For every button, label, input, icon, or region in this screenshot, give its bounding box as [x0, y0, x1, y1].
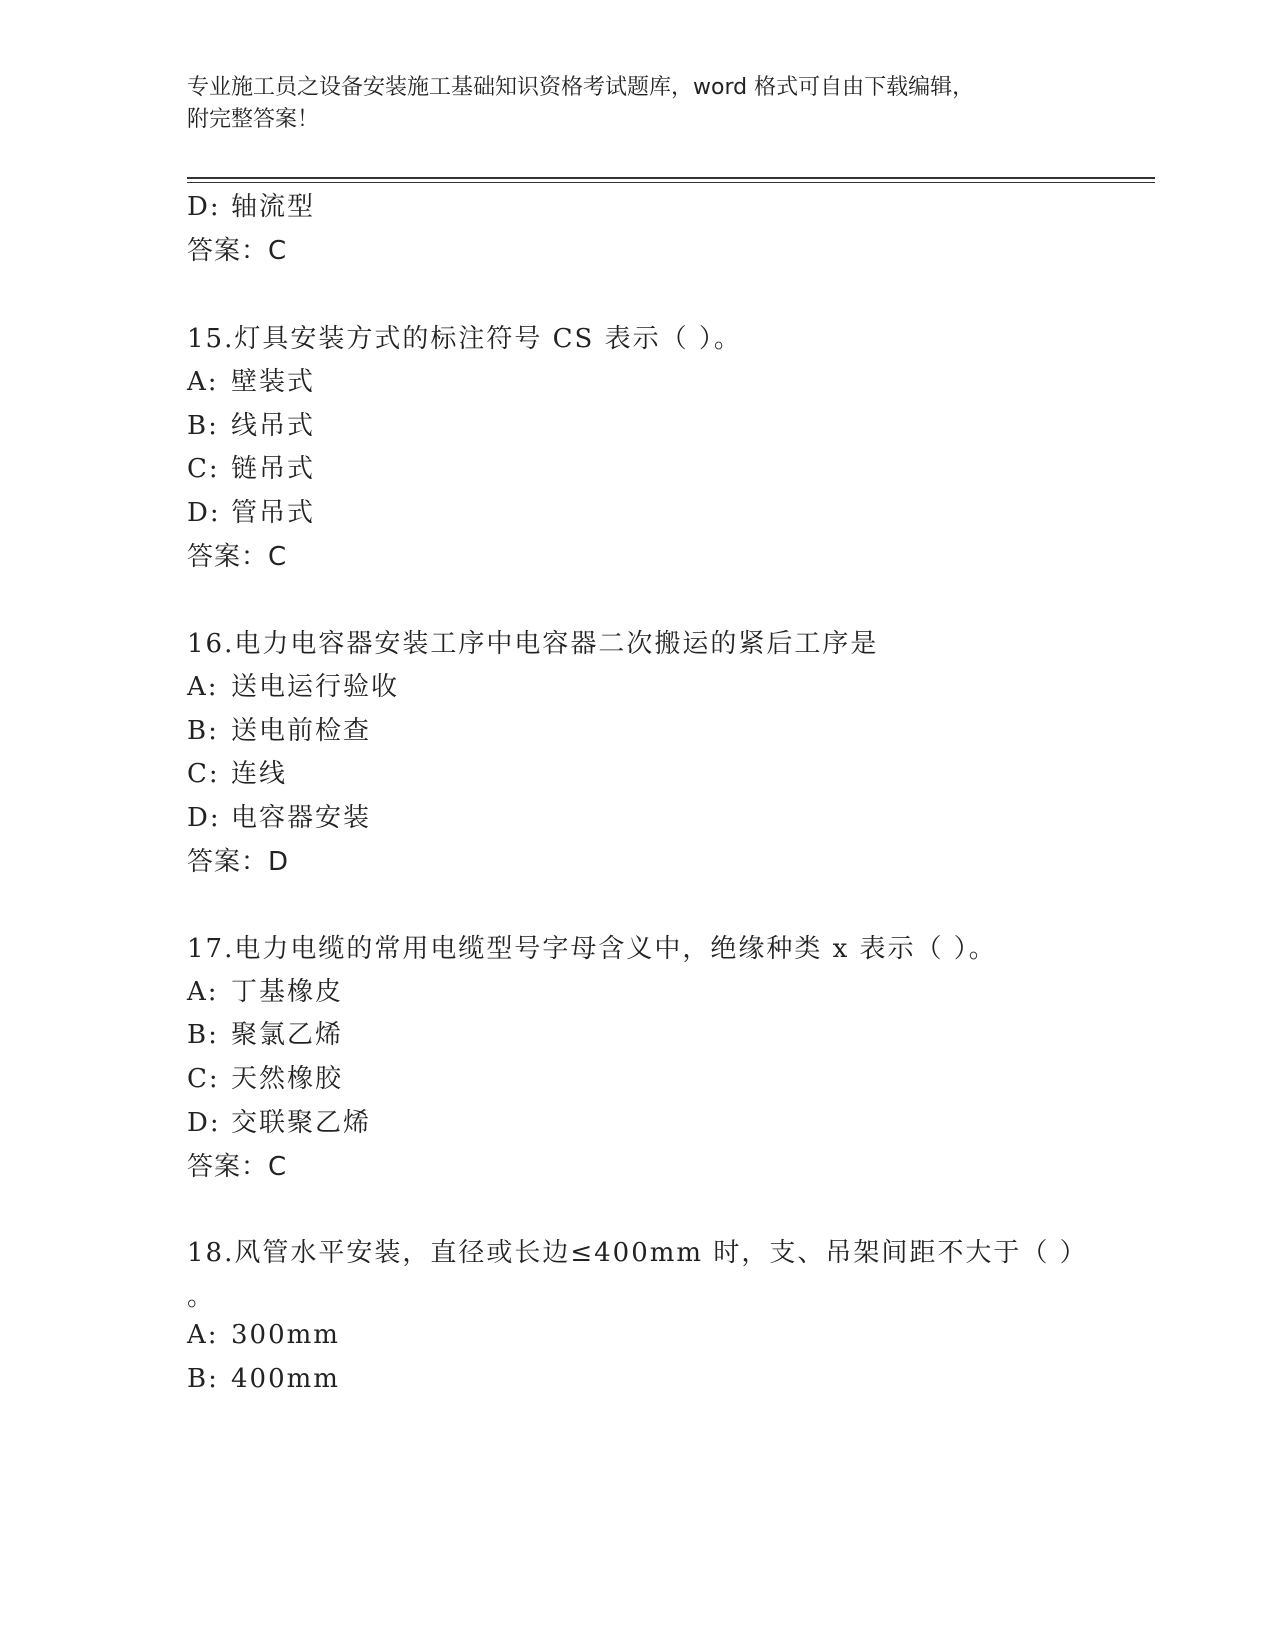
option-text: 连线: [231, 759, 288, 789]
q17-stem: 17.电力电缆的常用电缆型号字母含义中，绝缘种类 x 表示（ ）。: [187, 934, 997, 964]
option-text: 丁基橡皮: [231, 977, 344, 1007]
option-key: B:: [187, 716, 219, 746]
option-text: 交联聚乙烯: [231, 1108, 372, 1138]
option-key: C:: [187, 454, 220, 484]
option-text: 链吊式: [231, 454, 316, 484]
header-divider: [187, 177, 1155, 183]
option-key: D:: [187, 192, 221, 222]
option-key: C:: [187, 1064, 220, 1094]
q16-option-b: [187, 710, 371, 747]
q17-answer: 答案：C: [187, 1152, 288, 1182]
option-text: 壁装式: [231, 367, 316, 397]
option-text: 300mm: [231, 1320, 340, 1350]
option-text: 400mm: [231, 1364, 340, 1394]
option-key: D:: [187, 498, 221, 528]
q15-answer: 答案：C: [187, 542, 288, 572]
q16-option-a: [187, 666, 399, 703]
q18-stem-line-1: 18.风管水平安装，直径或长边≤400mm 时，支、吊架间距不大于（ ）: [187, 1238, 1088, 1268]
option-key: C:: [187, 759, 220, 789]
option-text: 聚氯乙烯: [231, 1020, 344, 1050]
option-text: 电容器安装: [231, 803, 372, 833]
q15-option-c: [187, 448, 315, 485]
q16-option-c: [187, 753, 287, 790]
document-header: [187, 72, 1087, 136]
prev-answer: 答案：C: [187, 236, 288, 266]
option-text: 线吊式: [231, 411, 316, 441]
option-text: 轴流型: [231, 192, 316, 222]
option-key: A:: [187, 977, 219, 1007]
q16-option-d: [187, 797, 371, 834]
option-text: 管吊式: [231, 498, 316, 528]
option-text: 送电运行验收: [231, 672, 400, 702]
option-key: A:: [187, 1320, 219, 1350]
option-key: D:: [187, 1108, 221, 1138]
option-key: B:: [187, 1364, 219, 1394]
option-key: B:: [187, 411, 219, 441]
option-key: A:: [187, 367, 219, 397]
q18-stem-line-2: 。: [187, 1282, 216, 1312]
q17-option-b: [187, 1014, 343, 1051]
q15-option-b: [187, 405, 315, 442]
q16-stem: 16.电力电容器安装工序中电容器二次搬运的紧后工序是: [187, 629, 879, 659]
q17-option-c: [187, 1058, 343, 1095]
q17-option-a: [187, 971, 343, 1008]
header-line-2: 附完整答案！: [187, 107, 320, 132]
q15-option-a: [187, 361, 315, 398]
q15-option-d: [187, 492, 315, 529]
option-key: B:: [187, 1020, 219, 1050]
option-key: D:: [187, 803, 221, 833]
option-text: 送电前检查: [231, 716, 372, 746]
q16-answer: 答案：D: [187, 847, 290, 877]
q15-stem: 15.灯具安装方式的标注符号 CS 表示（ ）。: [187, 324, 742, 354]
option-key: A:: [187, 672, 219, 702]
q18-option-b: [187, 1364, 340, 1394]
q18-option-a: [187, 1320, 340, 1350]
option-text: 天然橡胶: [231, 1064, 344, 1094]
prev-option-d: [187, 186, 315, 223]
header-line-1: 专业施工员之设备安装施工基础知识资格考试题库，word 格式可自由下载编辑，: [187, 75, 975, 100]
q17-option-d: [187, 1102, 371, 1139]
